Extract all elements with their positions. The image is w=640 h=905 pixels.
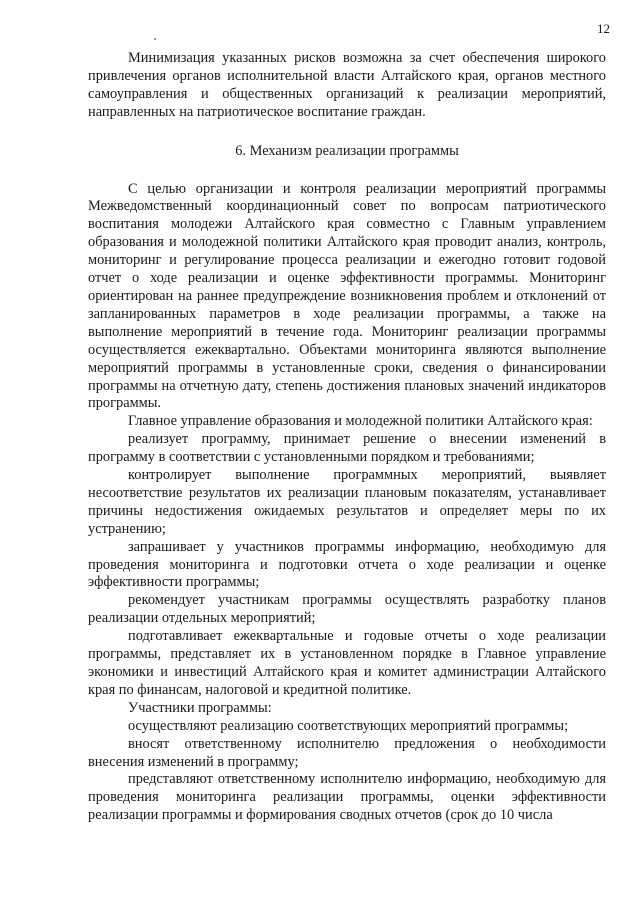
document-body bbox=[88, 50, 606, 825]
paragraph-reports: подготавливает ежеквартальные и годовые отчеты о ходе реализации программы, представляет их в установленном порядке в Главное управление экономики и инвестиций Алтайского края и комитет администрации Алтайского края по финансам, налоговой и кредитной политике. bbox=[88, 628, 606, 698]
paragraph-requests: запрашивает у участников программы информацию, необходимую для проведения мониторинга и подготовки отчета о ходе реализации и оценке эффективности программы; bbox=[88, 538, 606, 591]
paragraph-participants: Участники программы: bbox=[128, 699, 272, 716]
paragraph-main-department: Главное управление образования и молодежной политики Алтайского края: bbox=[128, 413, 593, 430]
paragraph-propose: вносят ответственному исполнителю предложения о необходимости внесения изменений в программу; bbox=[88, 735, 606, 770]
paragraph-provide-info: представляют ответственному исполнителю информацию, необходимую для проведения мониторинга реализации программы, оценки эффективности реализации программы и формирования сводных отчетов (срок до 10 числа bbox=[88, 771, 606, 824]
paragraph-carry-out: осуществляют реализацию соответствующих мероприятий программы; bbox=[128, 717, 569, 734]
page-number: 12 bbox=[597, 21, 610, 36]
section-heading: 6. Механизм реализации программы bbox=[235, 142, 459, 159]
paragraph-recommends: рекомендует участникам программы осуществлять разработку планов реализации отдельных мероприятий; bbox=[88, 592, 606, 627]
paragraph-implements: реализует программу, принимает решение о внесении изменений в программу в соответствии с установленными порядком и требованиями; bbox=[88, 431, 606, 466]
scan-speck bbox=[154, 38, 156, 40]
paragraph-monitoring: С целью организации и контроля реализации мероприятий программы Межведомственный координационный совет по вопросам патриотического воспитания молодежи Алтайского края совместно с Главным управлением образования и молодежной политики Алтайского края проводит анализ, контроль, мониторинг и регулирование процесса реализации и ежегодно готовит годовой отчет о ходе реализации и оценке эффективности программы. Мониторинг ориентирован на раннее предупреждение возникновения проблем и отклонений от запланированных параметров в ходе реализации программы, а также на выполнение мероприятий в течение года. Мониторинг реализации программы осуществляется ежеквартально. Объектами мониторинга являются выполнение мероприятий программы в установленные сроки, сведения о финансировании программы на отчетную дату, степень достижения плановых значений индикаторов программы. bbox=[88, 180, 606, 412]
intro-paragraph: Минимизация указанных рисков возможна за счет обеспечения широкого привлечения органов исполнительной власти Алтайского края, органов местного самоуправления и общественных организаций к реализации мероприятий, направленных на патриотическое воспитание граждан. bbox=[88, 50, 606, 120]
paragraph-controls: контролирует выполнение программных мероприятий, выявляет несоответствие результатов их реализации плановым показателям, устанавливает причины недостижения ожидаемых результатов и определяет меры по их устранению; bbox=[88, 467, 606, 537]
